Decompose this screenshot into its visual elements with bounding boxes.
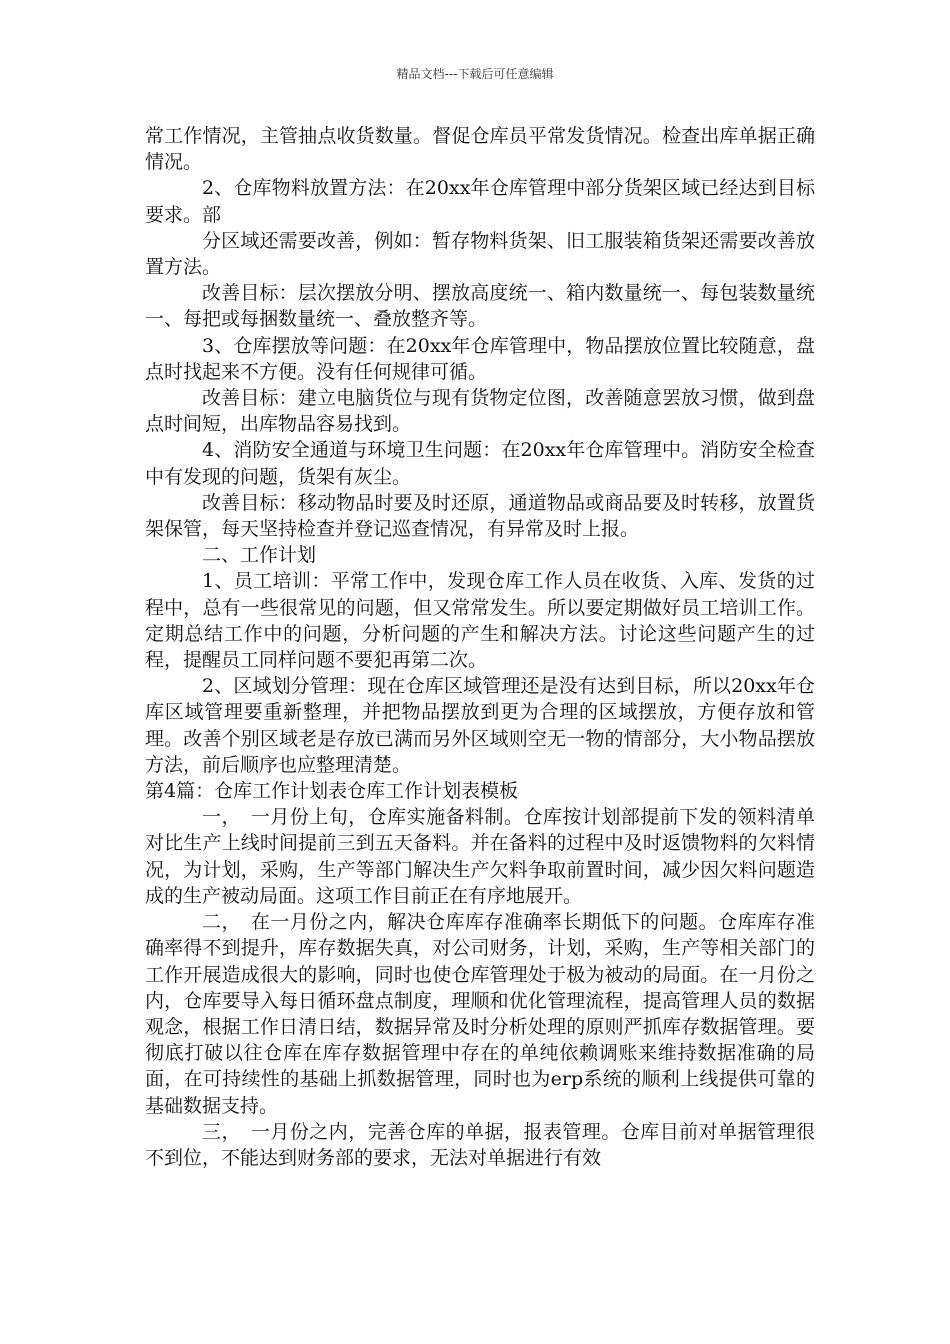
paragraph: 2、仓库物料放置方法：在20xx年仓库管理中部分货架区域已经达到目标要求。部 [145, 177, 815, 226]
paragraph: 3、仓库摆放等问题：在20xx年仓库管理中，物品摆放位置比较随意，盘点时找起来不方便。没有任何规律可循。 [145, 334, 815, 383]
paragraph: 改善目标：层次摆放分明、摆放高度统一、箱内数量统一、每包装数量统一、每把或每捆数量统一、叠放整齐等。 [145, 282, 815, 331]
paragraph: 分区域还需要改善，例如：暂存物料货架、旧工服装箱货架还需要改善放置方法。 [145, 229, 815, 279]
chapter-heading: 第4篇：仓库工作计划表仓库工作计划表模板 [145, 780, 519, 803]
paragraph: 2、区域划分管理：现在仓库区域管理还是没有达到目标，所以20xx年仓库区域管理要重新整理，并把物品摆放到更为合理的区域摆放，方便存放和管理。改善个别区域老是存放已满而另外区域则空无一物的情部分，大小物品摆放方法，前后顺序也应整理清楚。 [145, 675, 815, 776]
paragraph: 4、消防安全通道与环境卫生问题：在20xx年仓库管理中。消防安全检查中有发现的问题，货架有灰尘。 [145, 439, 815, 488]
paragraph: 常工作情况，主管抽点收货数量。督促仓库员平常发货情况。检查出库单据正确情况。 [145, 125, 815, 174]
paragraph: 二， 在一月份之内，解决仓库库存准确率长期低下的问题。仓库库存准确率得不到提升，库存数据失真，对公司财务，计划，采购，生产等相关部门的工作开展造成很大的影响，同时也使仓库管理处于极为被动的局面。在一月份之内，仓库要导入每日循环盘点制度，理顺和优化管理流程，提高管理人员的数据观念，根据工作日清日结，数据异常及时分析处理的原则严抓库存数据管理。要彻底打破以往仓库在库存数据管理中存在的单纯依赖调账来维持数据准确的局面，在可持续性的基础上抓数据管理，同时也为erp系统的顺利上线提供可靠的基础数据支持。 [145, 911, 815, 1117]
paragraph: 改善目标：移动物品时要及时还原，通道物品或商品要及时转移，放置货架保管，每天坚持检查并登记巡查情况，有异常及时上报。 [145, 491, 815, 541]
page-header: 精品文档---下载后可任意编辑 [396, 67, 554, 81]
document-body [145, 123, 815, 1171]
section-heading: 二、工作计划 [202, 544, 317, 567]
paragraph: 一， 一月份上旬，仓库实施备料制。仓库按计划部提前下发的领料清单对比生产上线时间提前三到五天备料。并在备料的过程中及时返馈物料的欠料情况，为计划，采购，生产等部门解决生产欠料争取前置时间，减少因欠料问题造成的生产被动局面。这项工作目前正在有序地展开。 [145, 806, 815, 907]
paragraph: 改善目标：建立电脑货位与现有货物定位图，改善随意罢放习惯，做到盘点时间短，出库物品容易找到。 [145, 387, 815, 436]
paragraph: 三， 一月份之内，完善仓库的单据，报表管理。仓库目前对单据管理很不到位，不能达到财务部的要求，无法对单据进行有效 [145, 1120, 815, 1169]
paragraph: 1、员工培训：平常工作中，发现仓库工作人员在收货、入库、发货的过程中，总有一些很常见的问题，但又常常发生。所以要定期做好员工培训工作。定期总结工作中的问题，分析问题的产生和解决方法。讨论这些问题产生的过程，提醒员工同样问题不要犯再第二次。 [145, 570, 815, 672]
